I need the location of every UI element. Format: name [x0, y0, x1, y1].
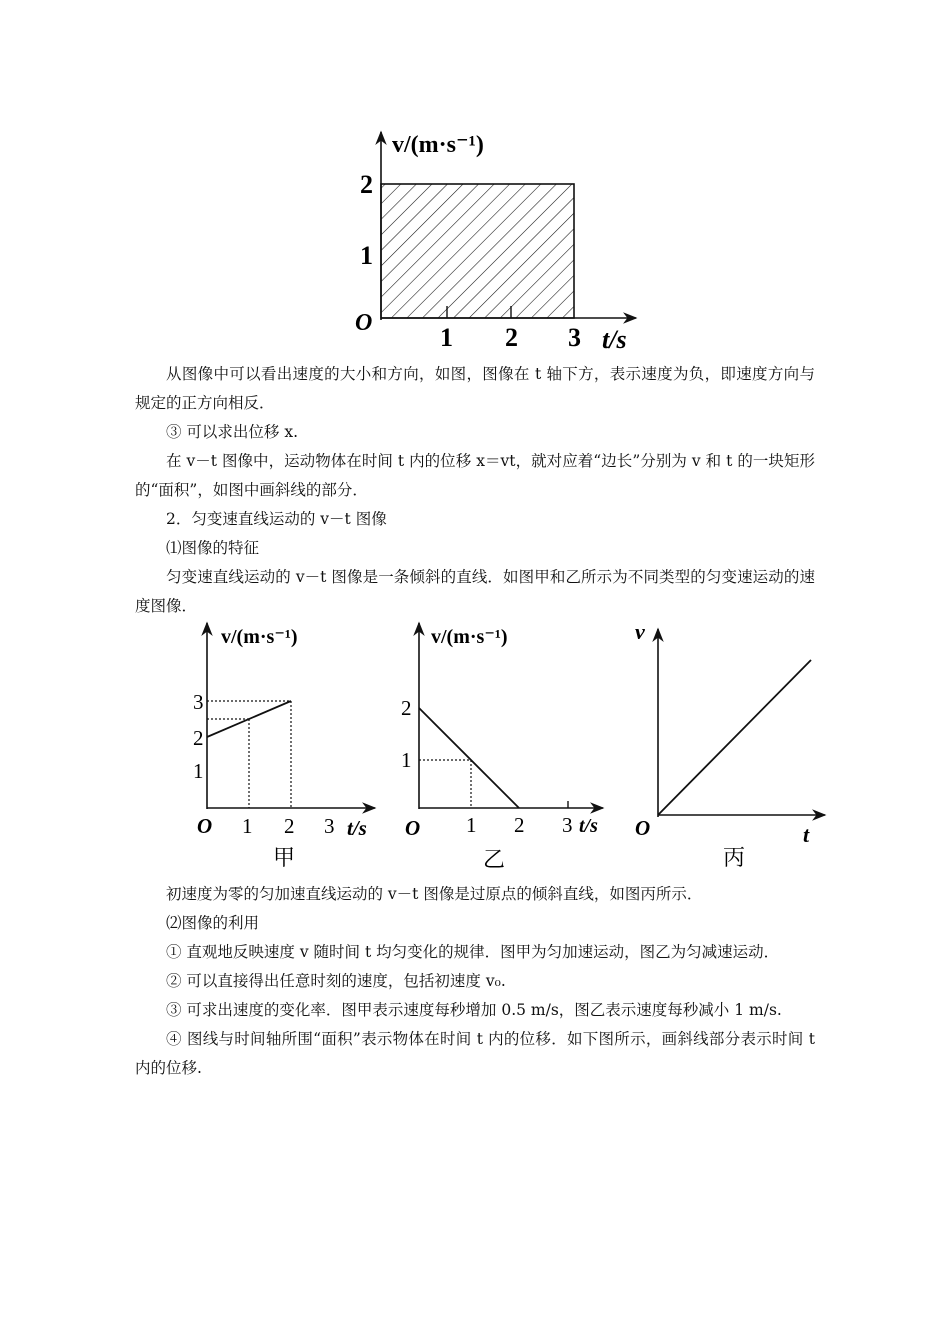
y-axis-label: v/(m·s⁻¹) — [392, 132, 484, 158]
chart-yi — [395, 615, 610, 875]
y-tick-2: 2 — [360, 170, 373, 199]
paragraph-12: ④ 图线与时间轴所围“面积”表示物体在时间 t 内的位移．如下图所示，画斜线部分表示时间 t 内的位移. — [135, 1030, 815, 1077]
x-tick-1: 1 — [242, 814, 253, 838]
x-tick-2: 2 — [284, 814, 295, 838]
y-axis-label: v/(m·s⁻¹) — [431, 626, 508, 648]
y-axis-label: v/(m·s⁻¹) — [221, 626, 298, 648]
subheading-1: ⑴图像的特征 — [166, 539, 260, 557]
x-axis-label: t — [803, 822, 810, 847]
origin-label: O — [635, 816, 651, 840]
x-tick-3: 3 — [562, 813, 573, 837]
origin-label: O — [405, 816, 421, 840]
y-tick-1: 1 — [360, 241, 373, 270]
y-tick-2: 2 — [401, 696, 412, 720]
x-axis-label: t/s — [602, 325, 627, 354]
velocity-line — [419, 708, 519, 808]
paragraph-3: 在 v－t 图像中，运动物体在时间 t 内的位移 x＝vt，就对应着“边长”分别为 v 和 t 的一块矩形的“面积”，如图中画斜线的部分． — [135, 452, 815, 499]
x-axis-label: t/s — [579, 815, 598, 837]
paragraph-9: ① 直观地反映速度 v 随时间 t 均匀变化的规律．图甲为匀加速运动，图乙为匀减速运动． — [166, 943, 780, 961]
x-axis-label: t/s — [347, 816, 367, 840]
paragraph-11: ③ 可求出速度的变化率．图甲表示速度每秒增加 0.5 m/s，图乙表示速度每秒减小 1 m/s. — [166, 1001, 782, 1019]
chart-jia — [185, 615, 385, 875]
velocity-line — [658, 660, 811, 815]
text-block-1 — [135, 360, 815, 621]
y-tick-1: 1 — [193, 759, 204, 783]
y-tick-3: 3 — [193, 690, 204, 714]
paragraph-1: 从图像中可以看出速度的大小和方向，如图，图像在 t 轴下方，表示速度为负，即速度方向与规定的正方向相反． — [135, 365, 815, 412]
paragraph-10: ② 可以直接得出任意时刻的速度，包括初速度 v₀. — [166, 972, 506, 990]
x-tick-2: 2 — [505, 323, 518, 352]
origin-label: O — [197, 814, 213, 838]
subheading-2: ⑵图像的利用 — [166, 914, 260, 932]
chart-bing — [625, 615, 830, 875]
text-block-2 — [135, 880, 815, 1083]
x-tick-1: 1 — [440, 323, 453, 352]
x-tick-2: 2 — [514, 813, 525, 837]
paragraph-7: 初速度为零的匀加速直线运动的 v－t 图像是过原点的倾斜直线，如图丙所示． — [166, 885, 703, 903]
y-axis-label: v — [635, 619, 645, 644]
paragraph-6: 匀变速直线运动的 v－t 图像是一条倾斜的直线．如图甲和乙所示为不同类型的匀变速运动的速度图像． — [135, 568, 815, 615]
x-tick-3: 3 — [568, 323, 581, 352]
y-tick-1: 1 — [401, 748, 412, 772]
section-heading-2: 2．匀变速直线运动的 v－t 图像 — [166, 510, 387, 528]
figure-caption: 丙 — [723, 846, 746, 871]
shaded-displacement-area — [381, 184, 574, 318]
x-tick-3: 3 — [324, 814, 335, 838]
paragraph-2: ③ 可以求出位移 x. — [166, 423, 299, 441]
top-vt-chart — [340, 120, 660, 355]
x-tick-1: 1 — [466, 813, 477, 837]
figure-caption: 乙 — [483, 848, 506, 873]
figure-caption: 甲 — [273, 846, 296, 871]
y-tick-2: 2 — [193, 726, 204, 750]
origin-label: O — [355, 310, 373, 336]
